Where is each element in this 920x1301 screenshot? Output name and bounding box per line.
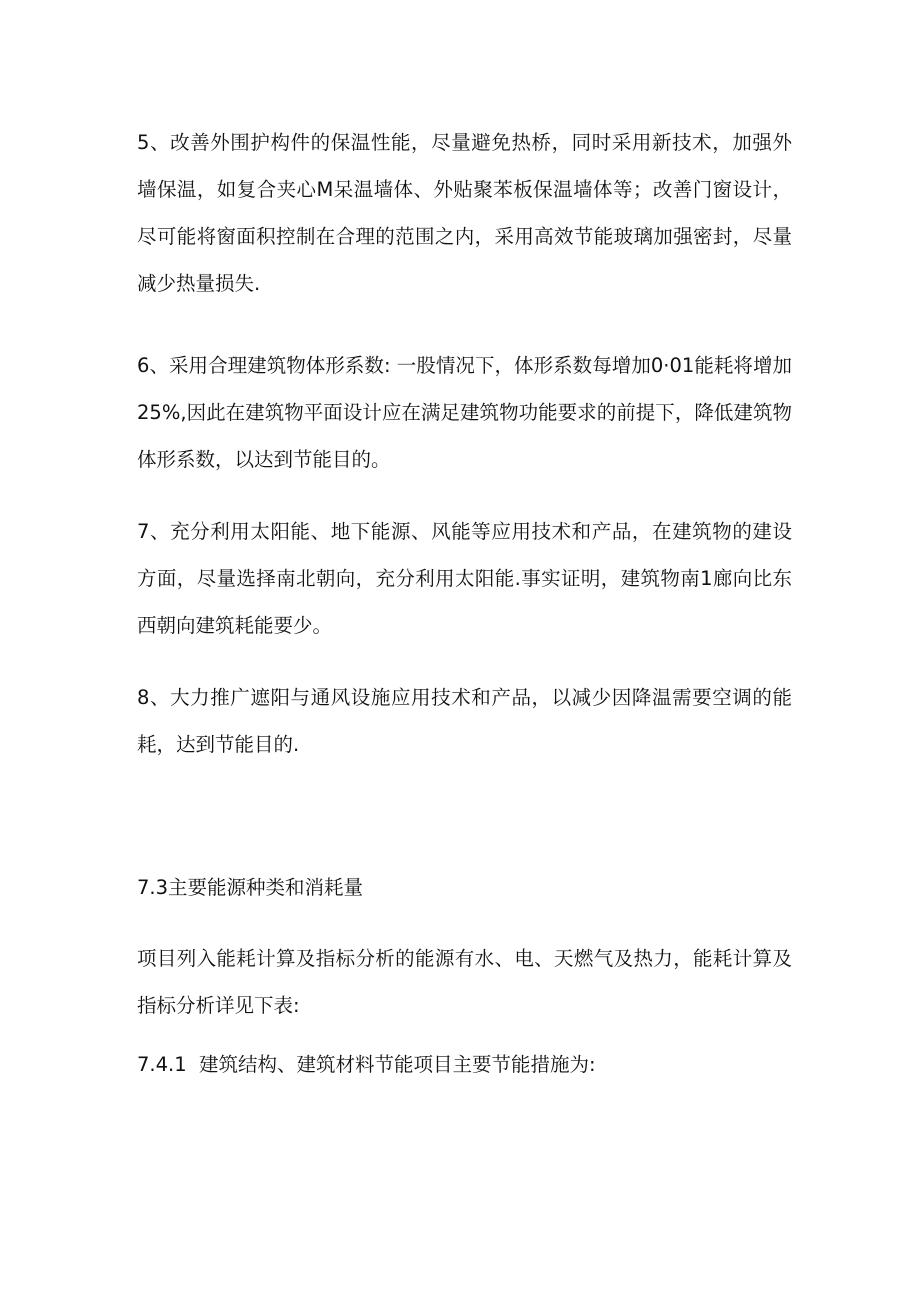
list-item-8: 8、大力推广遮阳与通风设施应用技术和产品，以减少因降温需要空调的能耗，达到节能目的. <box>137 686 792 756</box>
list-item-6: 6、采用合理建筑物体形系数: 一股情况下，体形系数每增加0·01能耗将增加25%,因此在建筑物平面设计应在满足建筑物功能要求的前提下，降低建筑物体形系数，以达到节能目的。 <box>137 354 792 471</box>
intro-paragraph: 项目列入能耗计算及指标分析的能源有水、电、天燃气及热力，能耗计算及指标分析详见下表: <box>137 947 792 1017</box>
subsection-heading <box>137 1050 596 1080</box>
list-item-7: 7、充分利用太阳能、地下能源、风能等应用技术和产品，在建筑物的建设方面，尽量选择南北朝向，充分利用太阳能.事实证明，建筑物南1廊向比东西朝向建筑耗能要少。 <box>137 520 792 637</box>
subsection-number: 7.4.1 <box>137 1053 187 1076</box>
list-item-5: 5、改善外围护构件的保温性能，尽量避免热桥，同时采用新技术，加强外墙保温，如复合夹心M呆温墙体、外贴聚苯板保温墙体等；改善门窗设计，尽可能将窗面积控制在合理的范围之内，采用高效节能玻璃加强密封，尽量减少热量损失. <box>137 131 792 295</box>
section-heading: 7.3主要能源种类和消耗量 <box>137 876 364 899</box>
subsection-title: 建筑结构、建筑材料节能项目主要节能措施为: <box>199 1053 596 1076</box>
